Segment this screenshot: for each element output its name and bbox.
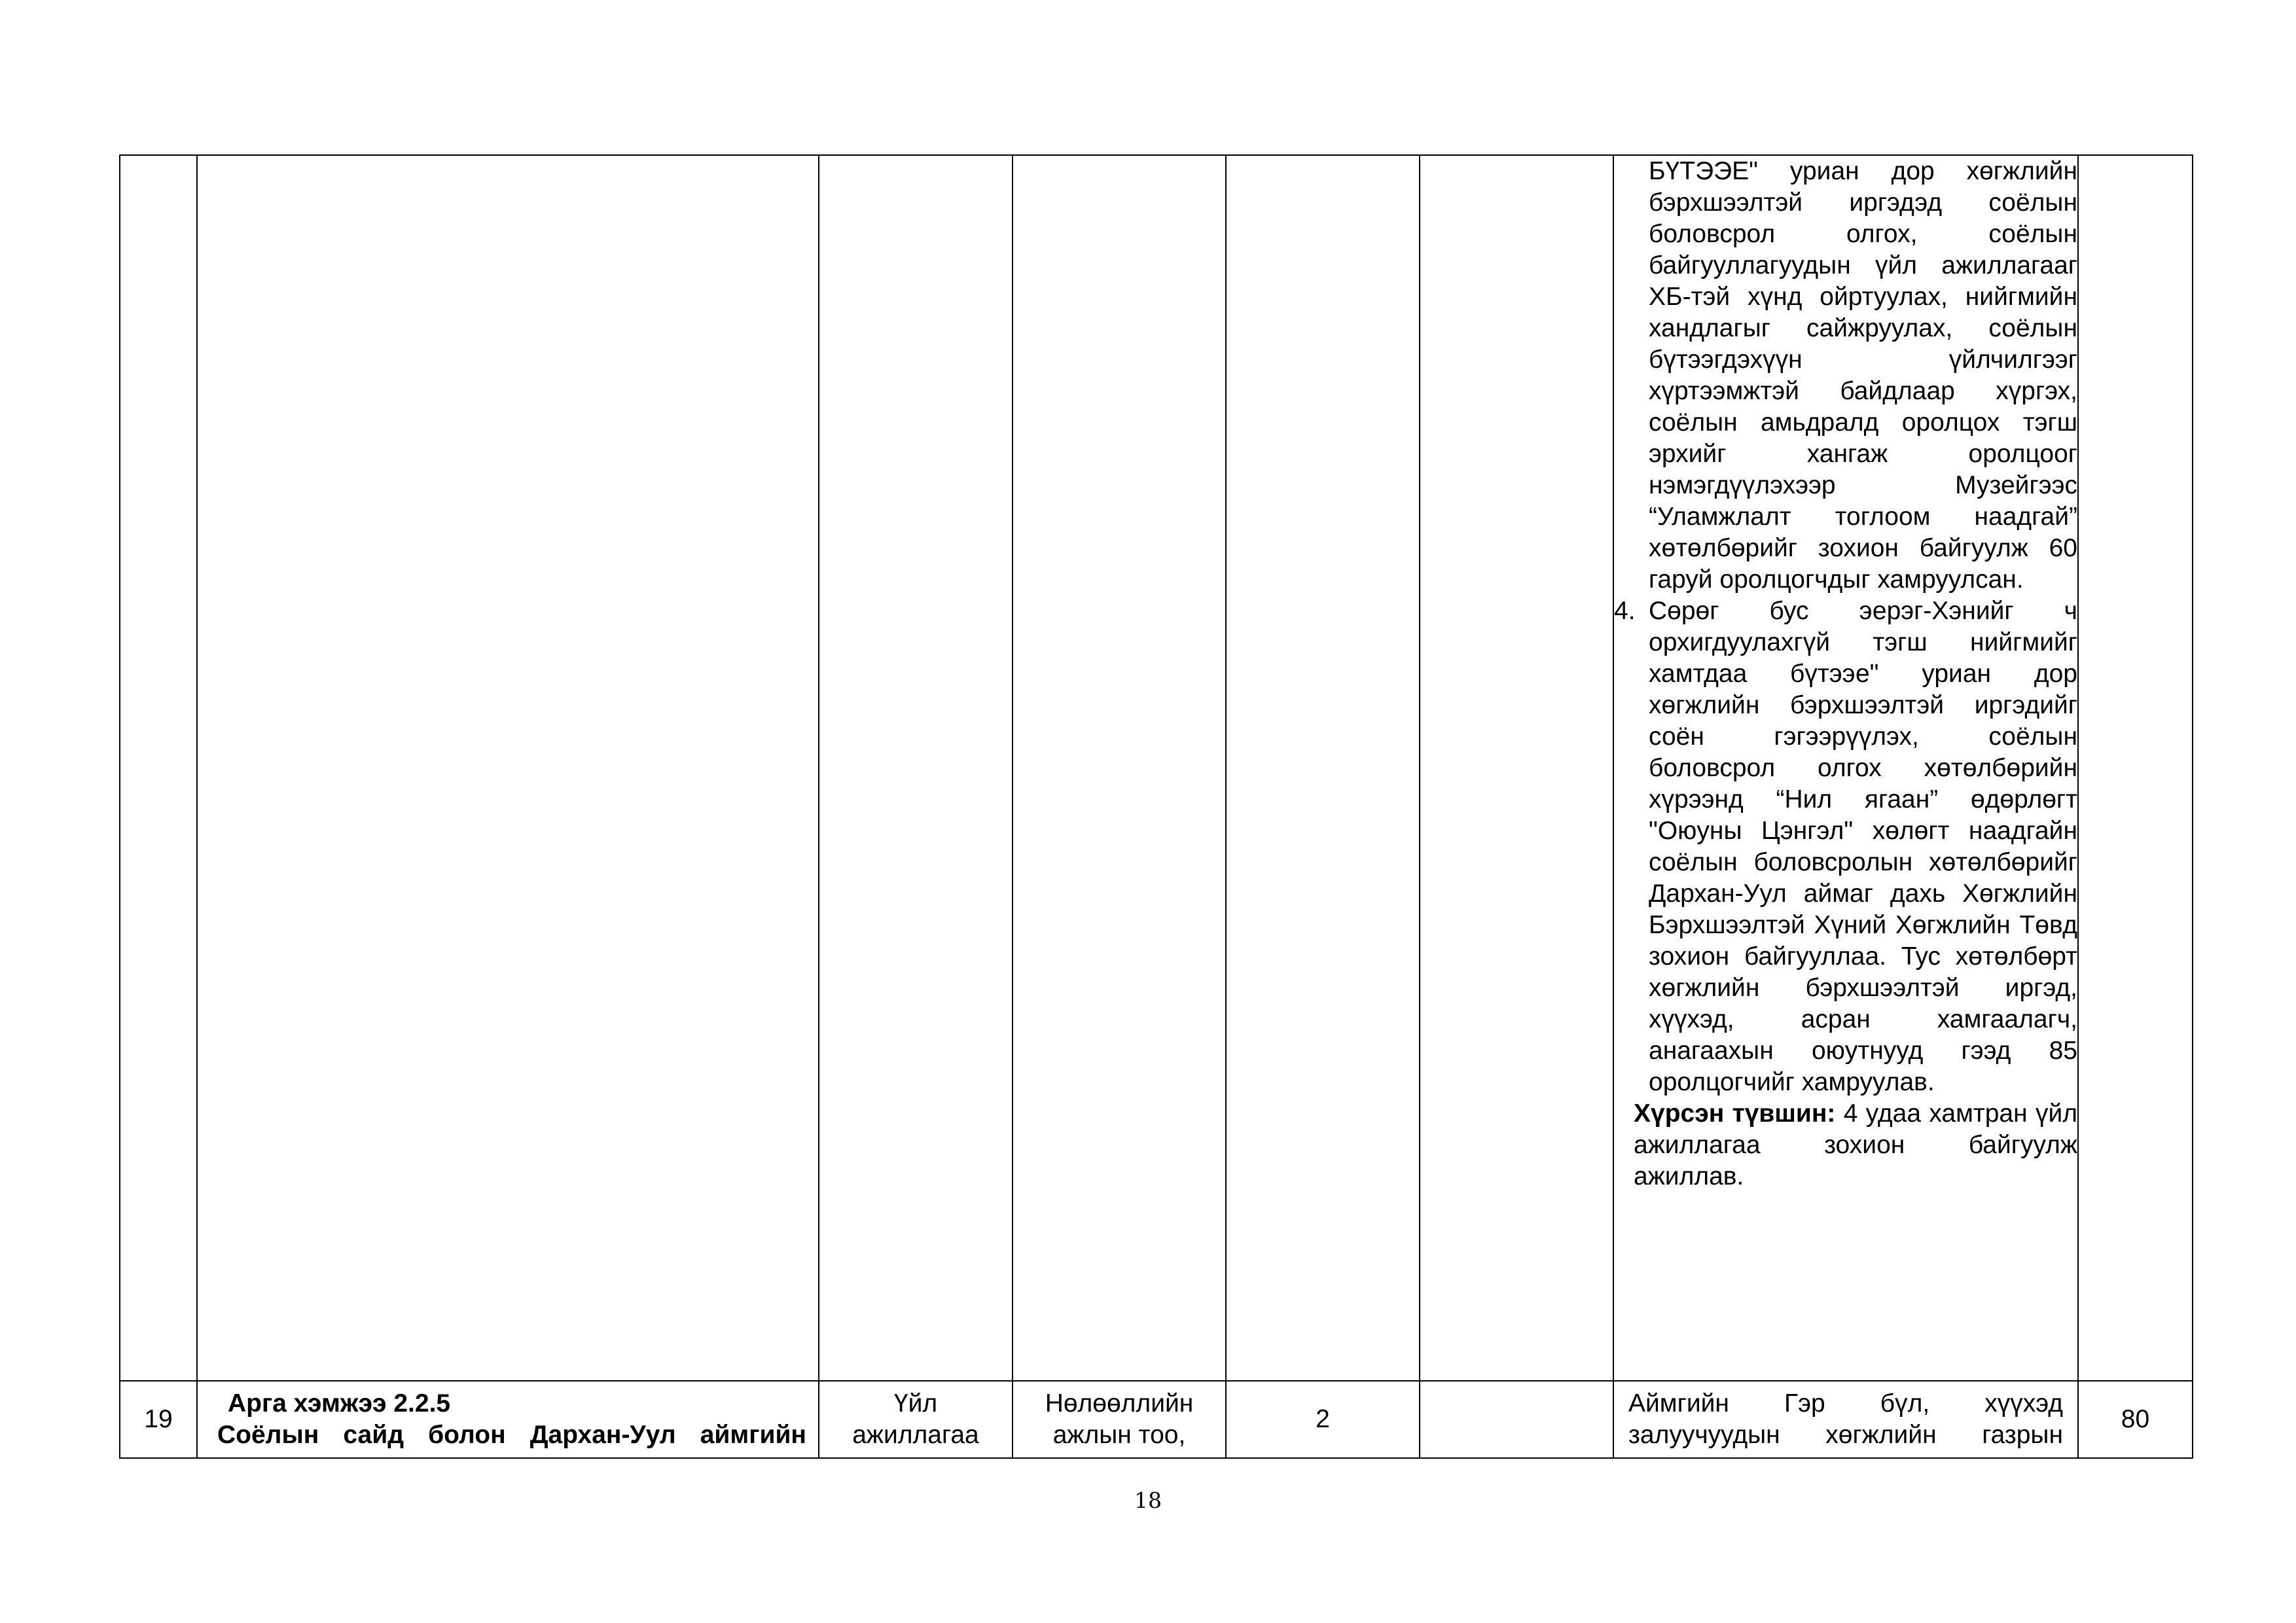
cell-type — [819, 1381, 1013, 1458]
type-line-2: ажиллагаа — [852, 1421, 979, 1449]
list-number: 4. — [1614, 597, 1636, 625]
cell-type — [819, 155, 1013, 1381]
indicator-line-2: ажлын тоо, — [1052, 1421, 1186, 1449]
cell-measure — [197, 155, 819, 1381]
achieved-text: 4 удаа хамтран үйл ажиллагаа зохион байгуулж ажиллав. — [1634, 1099, 2077, 1190]
result-line-2: залуучуудын хөгжлийн газрын — [1628, 1421, 2063, 1449]
cell-indicator — [1013, 155, 1226, 1381]
cell-measure — [197, 1381, 819, 1458]
table-row — [120, 1381, 2193, 1458]
paragraph-text: Сөрөг бус эерэг-Хэнийг ч орхигдуулахгүй тэгш нийгмийг хамтдаа бүтээе" уриан дор хөгжлийн бэрхшээлтэй иргэдийг соён гэгээрүүлэх, соёлын боловсрол олгох хөтөлбөрийн хүрээнд “Нил ягаан” өдөрлөгт "Оюуны Цэнгэл" хөлөгт наадгайн соёлын боловсролын хөтөлбөрийг Дархан-Уул аймаг дахь Хөгжлийн Бэрхшээлтэй Хүний Хөгжлийн Төвд зохион байгууллаа. Тус хөтөлбөрт хөгжлийн бэрхшээлтэй иргэд, хүүхэд, асран хамгаалагч, анагаахын оюутнууд гээд 85 оролцогчийг хамруулав. — [1649, 597, 2077, 1096]
cell-number: 19 — [120, 1381, 197, 1458]
cell-target — [1226, 155, 1420, 1381]
list-item-3-continued — [1614, 156, 2077, 596]
cell-score: 80 — [2078, 1381, 2193, 1458]
report-table — [119, 154, 2193, 1459]
cell-target: 2 — [1226, 1381, 1420, 1458]
cell-baseline — [1420, 155, 1613, 1381]
cell-result — [1613, 155, 2078, 1381]
cell-baseline — [1420, 1381, 1613, 1458]
measure-title: Арга хэмжээ 2.2.5 — [228, 1389, 451, 1418]
cell-score — [2078, 155, 2193, 1381]
type-line-1: Үйл — [893, 1389, 938, 1418]
cell-number — [120, 155, 197, 1381]
list-item-4 — [1614, 596, 2077, 1098]
achieved-label: Хүрсэн түвшин: — [1634, 1099, 1836, 1128]
table-row — [120, 155, 2193, 1381]
page-number: 18 — [1134, 1488, 1162, 1513]
indicator-line-1: Нөлөөллийн — [1045, 1389, 1194, 1418]
cell-indicator — [1013, 1381, 1226, 1458]
paragraph-text: БҮТЭЭЕ" уриан дор хөгжлийн бэрхшээлтэй иргэдэд соёлын боловсрол олгох, соёлын байгууллагуудын үйл ажиллагааг ХБ-тэй хүнд ойртуулах, нийгмийн хандлагыг сайжруулах, соёлын бүтээгдэхүүн үйлчилгээг хүртээмжтэй байдлаар хүргэх, соёлын амьдралд оролцох тэгш эрхийг хангаж оролцоог нэмэгдүүлэхээр Музейгээс “Уламжлалт тоглоом наадгай” хөтөлбөрийг зохион байгуулж 60 гаруй оролцогчдыг хамруулсан. — [1649, 157, 2077, 594]
measure-text: Соёлын сайд болон Дархан-Уул аймгийн — [217, 1421, 806, 1449]
achieved-level — [1614, 1098, 2077, 1192]
cell-result — [1613, 1381, 2078, 1458]
result-line-1: Аймгийн Гэр бүл, хүүхэд — [1628, 1389, 2063, 1418]
